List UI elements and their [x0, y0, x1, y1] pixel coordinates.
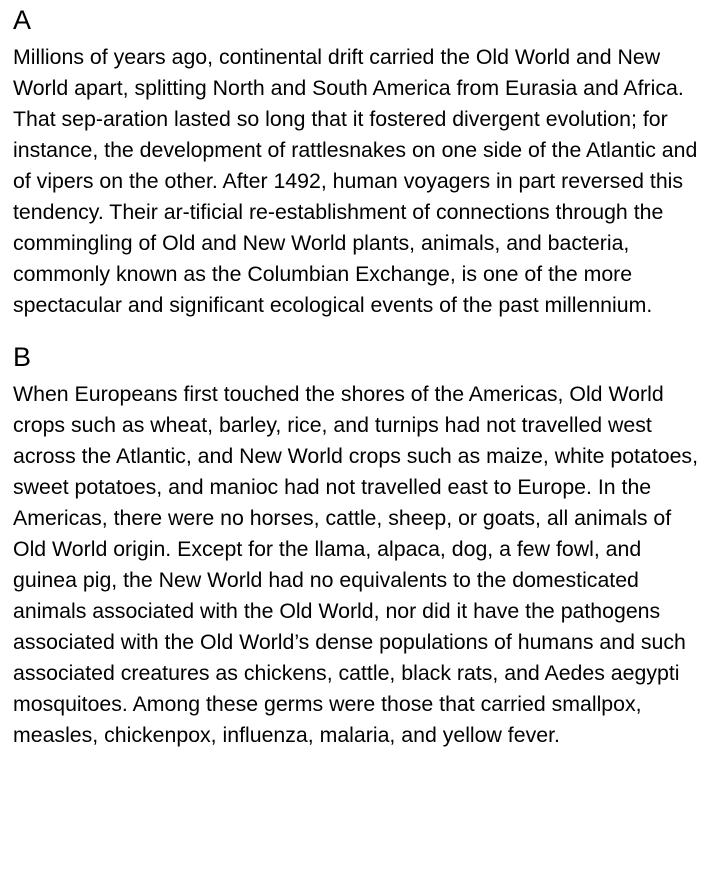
- section-b-paragraph: When Europeans first touched the shores of the Americas, Old World crops such as wheat, barley, rice, and turnips had not travelled west across the Atlantic, and New World crops such as maize, white potatoes, sweet potatoes, and manioc had not travelled east to Europe. In the Americas, there were no horses, cattle, sheep, or goats, all animals of Old World origin. Except for the llama, alpaca, dog, a few fowl, and guinea pig, the New World had no equivalents to the domesticated animals associated with the Old World, nor did it have the pathogens associated with the Old World’s dense populations of humans and such associated creatures as chickens, cattle, black rats, and Aedes aegypti mosquitoes. Among these germs were those that carried smallpox, measles, chickenpox, influenza, malaria, and yellow fever.: [13, 382, 698, 747]
- section-a-label: A: [13, 5, 32, 35]
- document-body: [13, 0, 703, 751]
- section-b-label: B: [13, 342, 32, 372]
- section-b: [13, 341, 703, 751]
- section-a-paragraph: Millions of years ago, continental drift carried the Old World and New World apart, splitting North and South America from Eurasia and Africa. That sep-aration lasted so long that it fostered divergent evolution; for instance, the development of rattlesnakes on one side of the Atlantic and of vipers on the other. After 1492, human voyagers in part reversed this tendency. Their ar-tificial re-establishment of connections through the commingling of Old and New World plants, animals, and bacteria, commonly known as the Columbian Exchange, is one of the more spectacular and significant ecological events of the past millennium.: [13, 45, 698, 317]
- section-a: [13, 4, 703, 321]
